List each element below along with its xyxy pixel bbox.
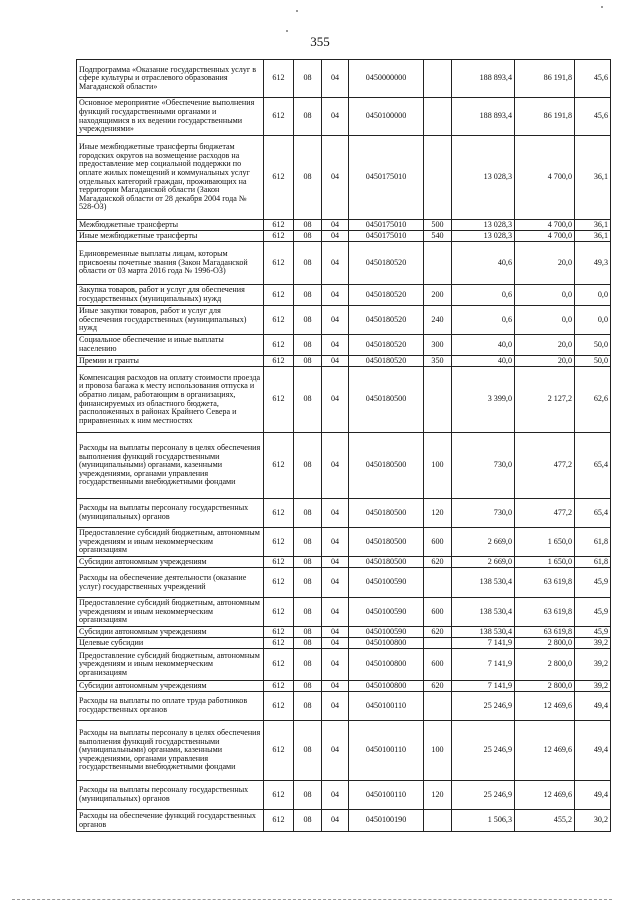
- planned-amount: 40,0: [452, 356, 515, 367]
- target-article-code: 0450180500: [349, 433, 424, 499]
- target-article-code: 0450000000: [349, 60, 424, 98]
- executed-amount: 20,0: [515, 335, 575, 356]
- planned-amount: 7 141,9: [452, 681, 515, 692]
- page-number: 355: [310, 34, 330, 49]
- subsection-code: 04: [322, 649, 349, 681]
- ministry-code: 612: [264, 568, 294, 598]
- planned-amount: 40,0: [452, 335, 515, 356]
- planned-amount: 25 246,9: [452, 781, 515, 810]
- target-article-code: 0450100000: [349, 98, 424, 136]
- planned-amount: 7 141,9: [452, 638, 515, 649]
- subsection-code: 04: [322, 220, 349, 231]
- section-code: 08: [294, 528, 322, 557]
- table-row: [77, 627, 611, 638]
- table-row: [77, 285, 611, 306]
- table-row: [77, 781, 611, 810]
- section-code: 08: [294, 433, 322, 499]
- subsection-code: 04: [322, 242, 349, 285]
- table-row: [77, 638, 611, 649]
- execution-percent: 36,1: [575, 231, 611, 242]
- expense-type-code: 600: [424, 649, 452, 681]
- section-code: 08: [294, 810, 322, 832]
- expense-type-code: 540: [424, 231, 452, 242]
- target-article-code: 0450180520: [349, 335, 424, 356]
- ministry-code: 612: [264, 557, 294, 568]
- executed-amount: 2 800,0: [515, 638, 575, 649]
- planned-amount: 13 028,3: [452, 220, 515, 231]
- page-bottom-line: [12, 899, 612, 900]
- section-code: 08: [294, 568, 322, 598]
- target-article-code: 0450100110: [349, 721, 424, 781]
- row-description: Субсидии автономным учреждениям: [77, 681, 264, 692]
- ministry-code: 612: [264, 356, 294, 367]
- subsection-code: 04: [322, 810, 349, 832]
- ministry-code: 612: [264, 231, 294, 242]
- target-article-code: 0450180520: [349, 285, 424, 306]
- row-description: Субсидии автономным учреждениям: [77, 627, 264, 638]
- executed-amount: 2 800,0: [515, 681, 575, 692]
- planned-amount: 25 246,9: [452, 692, 515, 721]
- execution-percent: 45,9: [575, 598, 611, 627]
- row-description: Компенсация расходов на оплату стоимости проезда и провоза багажа к месту использования отпуска и обратно лицам, работающим в организациях, финансируемых из областного бюджета, расположенных в районах Крайнего Севера и приравненных к ним местностях: [77, 367, 264, 433]
- ministry-code: 612: [264, 692, 294, 721]
- expense-type-code: 120: [424, 499, 452, 528]
- execution-percent: 36,1: [575, 220, 611, 231]
- executed-amount: 2 800,0: [515, 649, 575, 681]
- row-description: Социальное обеспечение и иные выплаты населению: [77, 335, 264, 356]
- section-code: 08: [294, 367, 322, 433]
- expense-type-code: [424, 568, 452, 598]
- execution-percent: 30,2: [575, 810, 611, 832]
- table-row: [77, 306, 611, 335]
- expense-type-code: 240: [424, 306, 452, 335]
- executed-amount: 63 619,8: [515, 568, 575, 598]
- target-article-code: 0450180500: [349, 528, 424, 557]
- target-article-code: 0450175010: [349, 220, 424, 231]
- executed-amount: 1 650,0: [515, 528, 575, 557]
- target-article-code: 0450100590: [349, 568, 424, 598]
- target-article-code: 0450100110: [349, 781, 424, 810]
- section-code: 08: [294, 692, 322, 721]
- planned-amount: 2 669,0: [452, 557, 515, 568]
- row-description: Субсидии автономным учреждениям: [77, 557, 264, 568]
- expense-type-code: 600: [424, 528, 452, 557]
- table-row: [77, 499, 611, 528]
- subsection-code: 04: [322, 499, 349, 528]
- table-row: [77, 598, 611, 627]
- row-description: Расходы на обеспечение деятельности (оказание услуг) государственных учреждений: [77, 568, 264, 598]
- expense-type-code: [424, 367, 452, 433]
- row-description: Расходы на выплаты персоналу в целях обеспечения выполнения функций государственными (муниципальными) органами, казенными учреждениями, органами управления государственными внебюджетными фондами: [77, 433, 264, 499]
- section-code: 08: [294, 557, 322, 568]
- executed-amount: 477,2: [515, 433, 575, 499]
- table-row: [77, 721, 611, 781]
- row-description: Предоставление субсидий бюджетным, автономным учреждениям и иным некоммерческим организациям: [77, 649, 264, 681]
- row-description: Иные межбюджетные трансферты: [77, 231, 264, 242]
- subsection-code: 04: [322, 681, 349, 692]
- section-code: 08: [294, 721, 322, 781]
- target-article-code: 0450180500: [349, 557, 424, 568]
- table-row: [77, 433, 611, 499]
- planned-amount: 730,0: [452, 499, 515, 528]
- scan-speck: [286, 30, 288, 32]
- subsection-code: 04: [322, 598, 349, 627]
- execution-percent: 39,2: [575, 638, 611, 649]
- execution-percent: 49,4: [575, 721, 611, 781]
- target-article-code: 0450180520: [349, 356, 424, 367]
- planned-amount: 25 246,9: [452, 721, 515, 781]
- executed-amount: 20,0: [515, 356, 575, 367]
- target-article-code: 0450180520: [349, 306, 424, 335]
- planned-amount: 0,6: [452, 285, 515, 306]
- target-article-code: 0450180500: [349, 499, 424, 528]
- ministry-code: 612: [264, 681, 294, 692]
- expense-type-code: 200: [424, 285, 452, 306]
- section-code: 08: [294, 98, 322, 136]
- table-row: [77, 136, 611, 220]
- table-row: [77, 220, 611, 231]
- scan-speck: [296, 10, 298, 12]
- expense-type-code: 500: [424, 220, 452, 231]
- expense-type-code: [424, 638, 452, 649]
- subsection-code: 04: [322, 98, 349, 136]
- row-description: Расходы на выплаты персоналу государственных (муниципальных) органов: [77, 781, 264, 810]
- section-code: 08: [294, 136, 322, 220]
- table-row: [77, 557, 611, 568]
- ministry-code: 612: [264, 306, 294, 335]
- execution-percent: 45,6: [575, 60, 611, 98]
- planned-amount: 40,6: [452, 242, 515, 285]
- subsection-code: 04: [322, 638, 349, 649]
- execution-percent: 49,4: [575, 781, 611, 810]
- section-code: 08: [294, 499, 322, 528]
- section-code: 08: [294, 285, 322, 306]
- target-article-code: 0450100190: [349, 810, 424, 832]
- row-description: Предоставление субсидий бюджетным, автономным учреждениям и иным некоммерческим организациям: [77, 528, 264, 557]
- row-description: Иные закупки товаров, работ и услуг для обеспечения государственных (муниципальных) нужд: [77, 306, 264, 335]
- executed-amount: 86 191,8: [515, 98, 575, 136]
- subsection-code: 04: [322, 721, 349, 781]
- row-description: Предоставление субсидий бюджетным, автономным учреждениям и иным некоммерческим организациям: [77, 598, 264, 627]
- section-code: 08: [294, 356, 322, 367]
- expense-type-code: 620: [424, 627, 452, 638]
- row-description: Расходы на обеспечение функций государственных органов: [77, 810, 264, 832]
- executed-amount: 4 700,0: [515, 220, 575, 231]
- execution-percent: 45,6: [575, 98, 611, 136]
- table-row: [77, 60, 611, 98]
- section-code: 08: [294, 60, 322, 98]
- ministry-code: 612: [264, 598, 294, 627]
- row-description: Премии и гранты: [77, 356, 264, 367]
- subsection-code: 04: [322, 557, 349, 568]
- execution-percent: 62,6: [575, 367, 611, 433]
- ministry-code: 612: [264, 781, 294, 810]
- subsection-code: 04: [322, 367, 349, 433]
- executed-amount: 477,2: [515, 499, 575, 528]
- section-code: 08: [294, 335, 322, 356]
- planned-amount: 13 028,3: [452, 231, 515, 242]
- expense-type-code: 600: [424, 598, 452, 627]
- subsection-code: 04: [322, 231, 349, 242]
- section-code: 08: [294, 649, 322, 681]
- budget-table: [76, 59, 611, 832]
- target-article-code: 0450180520: [349, 242, 424, 285]
- section-code: 08: [294, 681, 322, 692]
- row-description: Расходы на выплаты персоналу государственных (муниципальных) органов: [77, 499, 264, 528]
- subsection-code: 04: [322, 781, 349, 810]
- scan-speck: [601, 6, 603, 8]
- expense-type-code: 620: [424, 557, 452, 568]
- executed-amount: 0,0: [515, 306, 575, 335]
- ministry-code: 612: [264, 499, 294, 528]
- row-description: Расходы на выплаты персоналу в целях обеспечения выполнения функций государственными (муниципальными) органами, казенными учреждениями, органами управления государственными внебюджетными фондами: [77, 721, 264, 781]
- table-row: [77, 98, 611, 136]
- ministry-code: 612: [264, 433, 294, 499]
- table-row: [77, 681, 611, 692]
- subsection-code: 04: [322, 136, 349, 220]
- ministry-code: 612: [264, 285, 294, 306]
- planned-amount: 1 506,3: [452, 810, 515, 832]
- target-article-code: 0450100800: [349, 649, 424, 681]
- row-description: Подпрограмма «Оказание государственных услуг в сфере культуры и отраслевого образования Магаданской области»: [77, 60, 264, 98]
- section-code: 08: [294, 598, 322, 627]
- execution-percent: 49,3: [575, 242, 611, 285]
- ministry-code: 612: [264, 638, 294, 649]
- subsection-code: 04: [322, 528, 349, 557]
- table-row: [77, 356, 611, 367]
- section-code: 08: [294, 220, 322, 231]
- expense-type-code: 100: [424, 433, 452, 499]
- execution-percent: 50,0: [575, 356, 611, 367]
- row-description: Целевые субсидии: [77, 638, 264, 649]
- section-code: 08: [294, 638, 322, 649]
- execution-percent: 61,8: [575, 557, 611, 568]
- table-row: [77, 568, 611, 598]
- section-code: 08: [294, 231, 322, 242]
- execution-percent: 39,2: [575, 681, 611, 692]
- executed-amount: 12 469,6: [515, 721, 575, 781]
- subsection-code: 04: [322, 60, 349, 98]
- ministry-code: 612: [264, 60, 294, 98]
- executed-amount: 63 619,8: [515, 598, 575, 627]
- planned-amount: 188 893,4: [452, 60, 515, 98]
- subsection-code: 04: [322, 335, 349, 356]
- target-article-code: 0450100590: [349, 627, 424, 638]
- row-description: Межбюджетные трансферты: [77, 220, 264, 231]
- table-row: [77, 528, 611, 557]
- expense-type-code: 620: [424, 681, 452, 692]
- executed-amount: 1 650,0: [515, 557, 575, 568]
- ministry-code: 612: [264, 649, 294, 681]
- expense-type-code: 100: [424, 721, 452, 781]
- planned-amount: 0,6: [452, 306, 515, 335]
- table-row: [77, 692, 611, 721]
- section-code: 08: [294, 781, 322, 810]
- subsection-code: 04: [322, 356, 349, 367]
- target-article-code: 0450175010: [349, 231, 424, 242]
- section-code: 08: [294, 627, 322, 638]
- ministry-code: 612: [264, 98, 294, 136]
- target-article-code: 0450100800: [349, 638, 424, 649]
- expense-type-code: [424, 98, 452, 136]
- execution-percent: 65,4: [575, 499, 611, 528]
- planned-amount: 7 141,9: [452, 649, 515, 681]
- subsection-code: 04: [322, 285, 349, 306]
- ministry-code: 612: [264, 335, 294, 356]
- row-description: Закупка товаров, работ и услуг для обеспечения государственных (муниципальных) нужд: [77, 285, 264, 306]
- row-description: Расходы на выплаты по оплате труда работников государственных органов: [77, 692, 264, 721]
- executed-amount: 12 469,6: [515, 781, 575, 810]
- target-article-code: 0450180500: [349, 367, 424, 433]
- expense-type-code: [424, 136, 452, 220]
- execution-percent: 49,4: [575, 692, 611, 721]
- planned-amount: 138 530,4: [452, 627, 515, 638]
- planned-amount: 138 530,4: [452, 568, 515, 598]
- executed-amount: 4 700,0: [515, 136, 575, 220]
- ministry-code: 612: [264, 528, 294, 557]
- section-code: 08: [294, 242, 322, 285]
- expense-type-code: [424, 692, 452, 721]
- section-code: 08: [294, 306, 322, 335]
- execution-percent: 0,0: [575, 285, 611, 306]
- target-article-code: 0450175010: [349, 136, 424, 220]
- ministry-code: 612: [264, 627, 294, 638]
- ministry-code: 612: [264, 136, 294, 220]
- ministry-code: 612: [264, 810, 294, 832]
- execution-percent: 45,9: [575, 627, 611, 638]
- expense-type-code: [424, 60, 452, 98]
- execution-percent: 39,2: [575, 649, 611, 681]
- planned-amount: 3 399,0: [452, 367, 515, 433]
- executed-amount: 63 619,8: [515, 627, 575, 638]
- planned-amount: 730,0: [452, 433, 515, 499]
- table-row: [77, 231, 611, 242]
- executed-amount: 0,0: [515, 285, 575, 306]
- ministry-code: 612: [264, 367, 294, 433]
- execution-percent: 50,0: [575, 335, 611, 356]
- expense-type-code: 350: [424, 356, 452, 367]
- execution-percent: 45,9: [575, 568, 611, 598]
- subsection-code: 04: [322, 306, 349, 335]
- executed-amount: 455,2: [515, 810, 575, 832]
- target-article-code: 0450100800: [349, 681, 424, 692]
- table-row: [77, 649, 611, 681]
- subsection-code: 04: [322, 627, 349, 638]
- executed-amount: 12 469,6: [515, 692, 575, 721]
- target-article-code: 0450100110: [349, 692, 424, 721]
- expense-type-code: [424, 810, 452, 832]
- planned-amount: 188 893,4: [452, 98, 515, 136]
- target-article-code: 0450100590: [349, 598, 424, 627]
- executed-amount: 4 700,0: [515, 231, 575, 242]
- subsection-code: 04: [322, 568, 349, 598]
- execution-percent: 61,8: [575, 528, 611, 557]
- execution-percent: 36,1: [575, 136, 611, 220]
- ministry-code: 612: [264, 242, 294, 285]
- execution-percent: 65,4: [575, 433, 611, 499]
- expense-type-code: 300: [424, 335, 452, 356]
- planned-amount: 13 028,3: [452, 136, 515, 220]
- row-description: Основное мероприятие «Обеспечение выполнения функций государственными органами и находящимися в их ведении государственными учреждениями»: [77, 98, 264, 136]
- expense-type-code: [424, 242, 452, 285]
- table-row: [77, 367, 611, 433]
- table-row: [77, 810, 611, 832]
- ministry-code: 612: [264, 721, 294, 781]
- planned-amount: 138 530,4: [452, 598, 515, 627]
- subsection-code: 04: [322, 692, 349, 721]
- executed-amount: 86 191,8: [515, 60, 575, 98]
- planned-amount: 2 669,0: [452, 528, 515, 557]
- table-row: [77, 335, 611, 356]
- subsection-code: 04: [322, 433, 349, 499]
- ministry-code: 612: [264, 220, 294, 231]
- executed-amount: 20,0: [515, 242, 575, 285]
- row-description: Иные межбюджетные трансферты бюджетам городских округов на возмещение расходов на предоставление мер социальной поддержки по оплате жилых помещений и коммунальных услуг отдельных категорий граждан, проживающих на территории Магаданской области (Закон Магаданской области от 28 декабря 2004 года № 528-ОЗ): [77, 136, 264, 220]
- row-description: Единовременные выплаты лицам, которым присвоены почетные звания (Закон Магаданской области от 03 марта 2016 года № 1996-ОЗ): [77, 242, 264, 285]
- executed-amount: 2 127,2: [515, 367, 575, 433]
- table-row: [77, 242, 611, 285]
- expense-type-code: 120: [424, 781, 452, 810]
- execution-percent: 0,0: [575, 306, 611, 335]
